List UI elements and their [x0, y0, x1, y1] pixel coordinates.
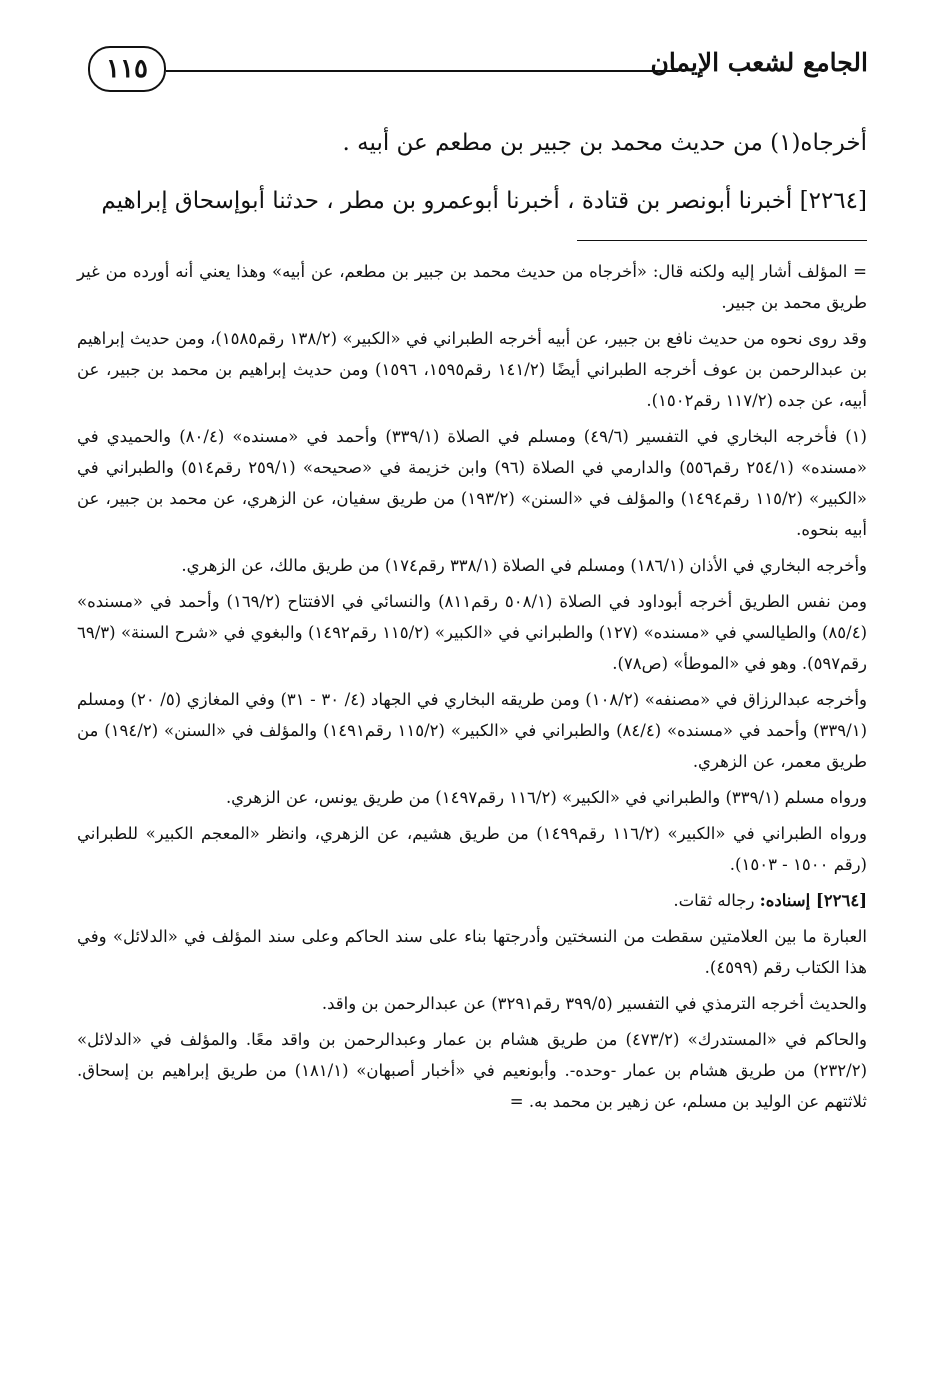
footnote-paragraph: وأخرجه عبدالرزاق في «مصنفه» (١٠٨/٢) ومن طريقه البخاري في الجهاد (٤/ ٣٠ - ٣١) وفي المغازي (٥/ ٢٠) ومسلم (٣٣٩/١) وأحمد في «مسنده» (٨٤/٤) والطبراني في «الكبير» (١١٥/٢ رقم١٤٩١) والمؤلف في «السنن» (١٩٤/٢) من طريق معمر، عن الزهري. — [77, 690, 867, 771]
footnote-paragraph: وأخرجه البخاري في الأذان (١٨٦/١) ومسلم في الصلاة (٣٣٨/١ رقم١٧٤) من طريق مالك، عن الزهري. — [181, 556, 867, 575]
footnote-paragraph: = المؤلف أشار إليه ولكنه قال: «أخرجاه من حديث محمد بن جبير بن مطعم، عن أبيه» وهذا يعني أنه أورده من غير طريق محمد بن جبير. — [77, 262, 867, 312]
footnote-text: رجاله ثقات. — [673, 891, 755, 910]
footnote-paragraph: والحاكم في «المستدرك» (٤٧٣/٢) من طريق هشام بن عمار وعبدالرحمن بن واقد معًا. والمؤلف في «الدلائل» (٢٣٢/٢) من طريق هشام بن عمار -وحده-. وأبونعيم في «أخبار أصبهان» (١٨١/١) من طريق إبراهيم بن إسحاق. ثلاثتهم عن الوليد بن مسلم، عن زهير بن محمد به. = — [77, 1030, 867, 1111]
footnote-paragraph: العبارة ما بين العلامتين سقطت من النسختين وأدرجتها بناء على سند الحاكم وعلى سند المؤلف في «الدلائل» وفي هذا الكتاب رقم (٤٥٩٩). — [77, 927, 867, 977]
footnotes — [77, 256, 867, 1122]
footnote-label: [٢٢٦٤] إسناده: — [759, 891, 867, 910]
footnote-paragraph: (١) فأخرجه البخاري في التفسير (٤٩/٦) ومسلم في الصلاة (٣٣٩/١) وأحمد في «مسنده» (٨٠/٤) والحميدي في «مسنده» (٢٥٤/١ رقم٥٥٦) والدارمي في الصلاة (٩٦) وابن خزيمة في «صحيحه» (٢٥٩/١ رقم٥١٤) والطبراني في «الكبير» (١١٥/٢ رقم١٤٩٤) والمؤلف في «السنن» (١٩٣/٢) من طريق سفيان، عن الزهري، عن محمد بن جبير، عن أبيه بنحوه. — [77, 427, 867, 539]
footnote-separator — [577, 240, 867, 241]
footnote-paragraph: ورواه مسلم (٣٣٩/١) والطبراني في «الكبير» (١١٦/٢ رقم١٤٩٧) من طريق يونس، عن الزهري. — [225, 788, 867, 807]
footnote-paragraph: والحديث أخرجه الترمذي في التفسير (٣٩٩/٥ رقم٣٢٩١) عن عبدالرحمن بن واقد. — [321, 994, 867, 1013]
footnote-paragraph: ورواه الطبراني في «الكبير» (١١٦/٢ رقم١٤٩٩) من طريق هشيم، عن الزهري، وانظر «المعجم الكبير» للطبراني (رقم ١٥٠٠ - ١٥٠٣). — [77, 824, 867, 874]
page-header — [88, 44, 868, 100]
main-text-line: أخرجاه(١) من حديث محمد بن جبير بن مطعم عن أبيه . — [342, 130, 867, 156]
book-title: الجامع لشعب الإيمان — [650, 48, 868, 77]
footnote-paragraph: ومن نفس الطريق أخرجه أبوداود في الصلاة (٥٠٨/١ رقم٨١١) والنسائي في الافتتاح (١٦٩/٢) وأحمد في «مسنده» (٨٥/٤) والطيالسي في «مسنده» (١٢٧) والطبراني في «الكبير» (١١٥/٢ رقم١٤٩٢) والبغوي في «شرح السنة» (٦٩/٣ رقم٥٩٧). وهو في «الموطأ» (ص٧٨). — [77, 592, 867, 673]
main-text-line: [٢٢٦٤] أخبرنا أبونصر بن قتادة ، أخبرنا أبوعمرو بن مطر ، حدثنا أبوإسحاق إبراهيم — [101, 188, 867, 214]
footnote-paragraph — [77, 885, 867, 916]
header-rule — [166, 70, 678, 72]
page-number: ١١٥ — [88, 46, 166, 92]
footnote-paragraph: وقد روى نحوه من حديث نافع بن جبير، عن أبيه أخرجه الطبراني في «الكبير» (١٣٨/٢ رقم١٥٨٥)، ومن حديث إبراهيم بن عبدالرحمن بن عوف أخرجه الطبراني أيضًا (١٤١/٢ رقم١٥٩٥، ١٥٩٦) ومن حديث إبراهيم بن محمد بن جبير، عن أبيه، عن جده (١١٧/٢ رقم١٥٠٢). — [77, 329, 868, 410]
